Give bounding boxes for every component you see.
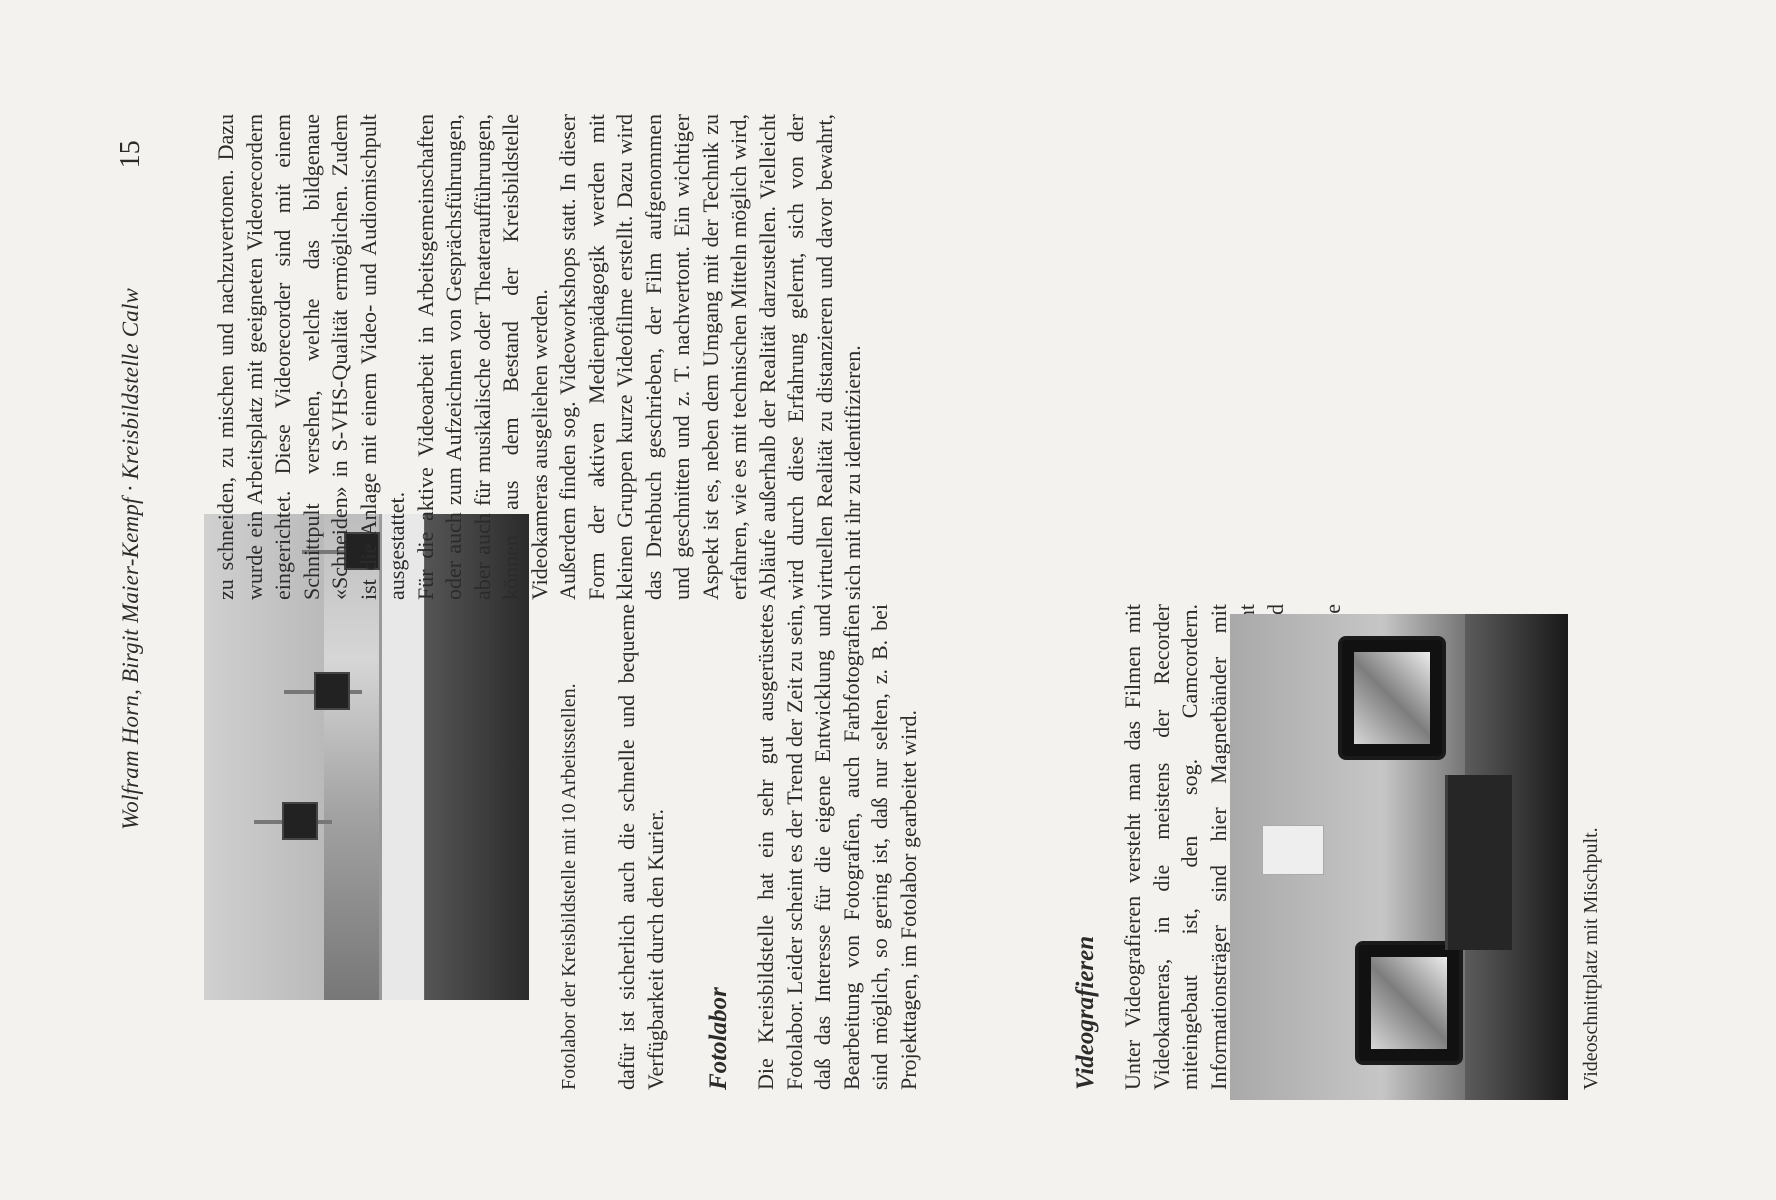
video-caption-wrap bbox=[1578, 604, 1605, 1090]
running-header bbox=[115, 140, 158, 1090]
photo-videoschnittplatz bbox=[1230, 614, 1568, 1100]
mixing-console bbox=[1445, 775, 1512, 950]
right-column bbox=[212, 114, 868, 600]
right-paragraph-1: zu schneiden, zu mischen und nachzuvertonen. Dazu wurde ein Arbeitsplatz mit geeigneten Videorecordern eingerichtet. Diese Videorecorder sind mit einem Schnittpult versehen, welche das bildgenaue «Schneiden» in S-VHS-Qualität ermöglichen. Zudem ist die Anlage mit einem Video- und Audiomischpult ausgestattet. bbox=[213, 114, 409, 600]
video-photo-caption: Videoschnittplatz mit Mischpult. bbox=[1580, 827, 1602, 1090]
videografieren-paragraph: Unter Videografieren versteht man das Filmen mit Videokameras, in die meistens der Recorder miteingebaut ist, den sog. Camcordern. Informationsträger sind hier Magnetbänder mit bbox=[1120, 604, 1231, 1090]
right-paragraph-2: Für die aktive Videoarbeit in Arbeitsgemeinschaften oder auch zum Aufzeichnen von Gesprächsführungen, aber auch für musikalische oder Theateraufführungen, können aus dem Bestand der Kreisbildstelle Videokameras ausgeliehen werden. bbox=[412, 114, 552, 600]
fotolabor-photo-caption: Fotolabor der Kreisbildstelle mit 10 Arbeitsstellen. bbox=[558, 683, 580, 1090]
fotolabor-heading: Fotolabor bbox=[705, 987, 732, 1090]
video-monitor bbox=[1355, 941, 1463, 1065]
monitor-screen bbox=[1354, 652, 1430, 744]
enlarger-head bbox=[314, 672, 350, 710]
right-paragraph-3: Außerdem finden sog. Videoworkshops statt. In dieser Form der aktiven Medienpädagogik werden mit kleinen Gruppen kurze Videofilme erstellt. Dazu wird das Drehbuch geschrieben, der Film aufgenommen und geschnitten und z. T. nachvertont. Ein wichtiger Aspekt ist es, neben dem Umgang mit der Technik zu erfahren, wie es mit technischen Mitteln möglich wird, Abläufe außerhalb der Realität darzustellen. Vielleicht wird durch diese Erfahrung gelernt, sich von der virtuellen Realität zu distanzieren und davor bewahrt, sich mit ihr zu identifizieren. bbox=[555, 114, 865, 600]
photo-wall-poster bbox=[1262, 825, 1324, 875]
videografieren-heading: Videografieren bbox=[1072, 935, 1099, 1090]
header-author-line: Wolfram Horn, Birgit Maier-Kempf · Kreisbildstelle Calw bbox=[118, 287, 143, 830]
monitor-screen bbox=[1371, 957, 1447, 1049]
video-monitor bbox=[1338, 636, 1446, 760]
fotolabor-paragraph: Die Kreisbildstelle hat ein sehr gut ausgerüstetes Fotolabor. Leider scheint es der Trend der Zeit zu sein, daß das Interesse für die eigene Entwicklung und Bearbeitung von Fotografien, auch Farbfotografien sind möglich, so gering ist, daß nur selten, z. B. bei Projekttagen, im Fotolabor gearbeitet wird. bbox=[753, 604, 921, 1090]
enlarger-head bbox=[282, 802, 318, 840]
page-number: 15 bbox=[115, 140, 146, 169]
left-intro-paragraph: dafür ist sicherlich auch die schnelle und bequeme Verfügbarkeit durch den Kurier. bbox=[614, 604, 668, 1090]
